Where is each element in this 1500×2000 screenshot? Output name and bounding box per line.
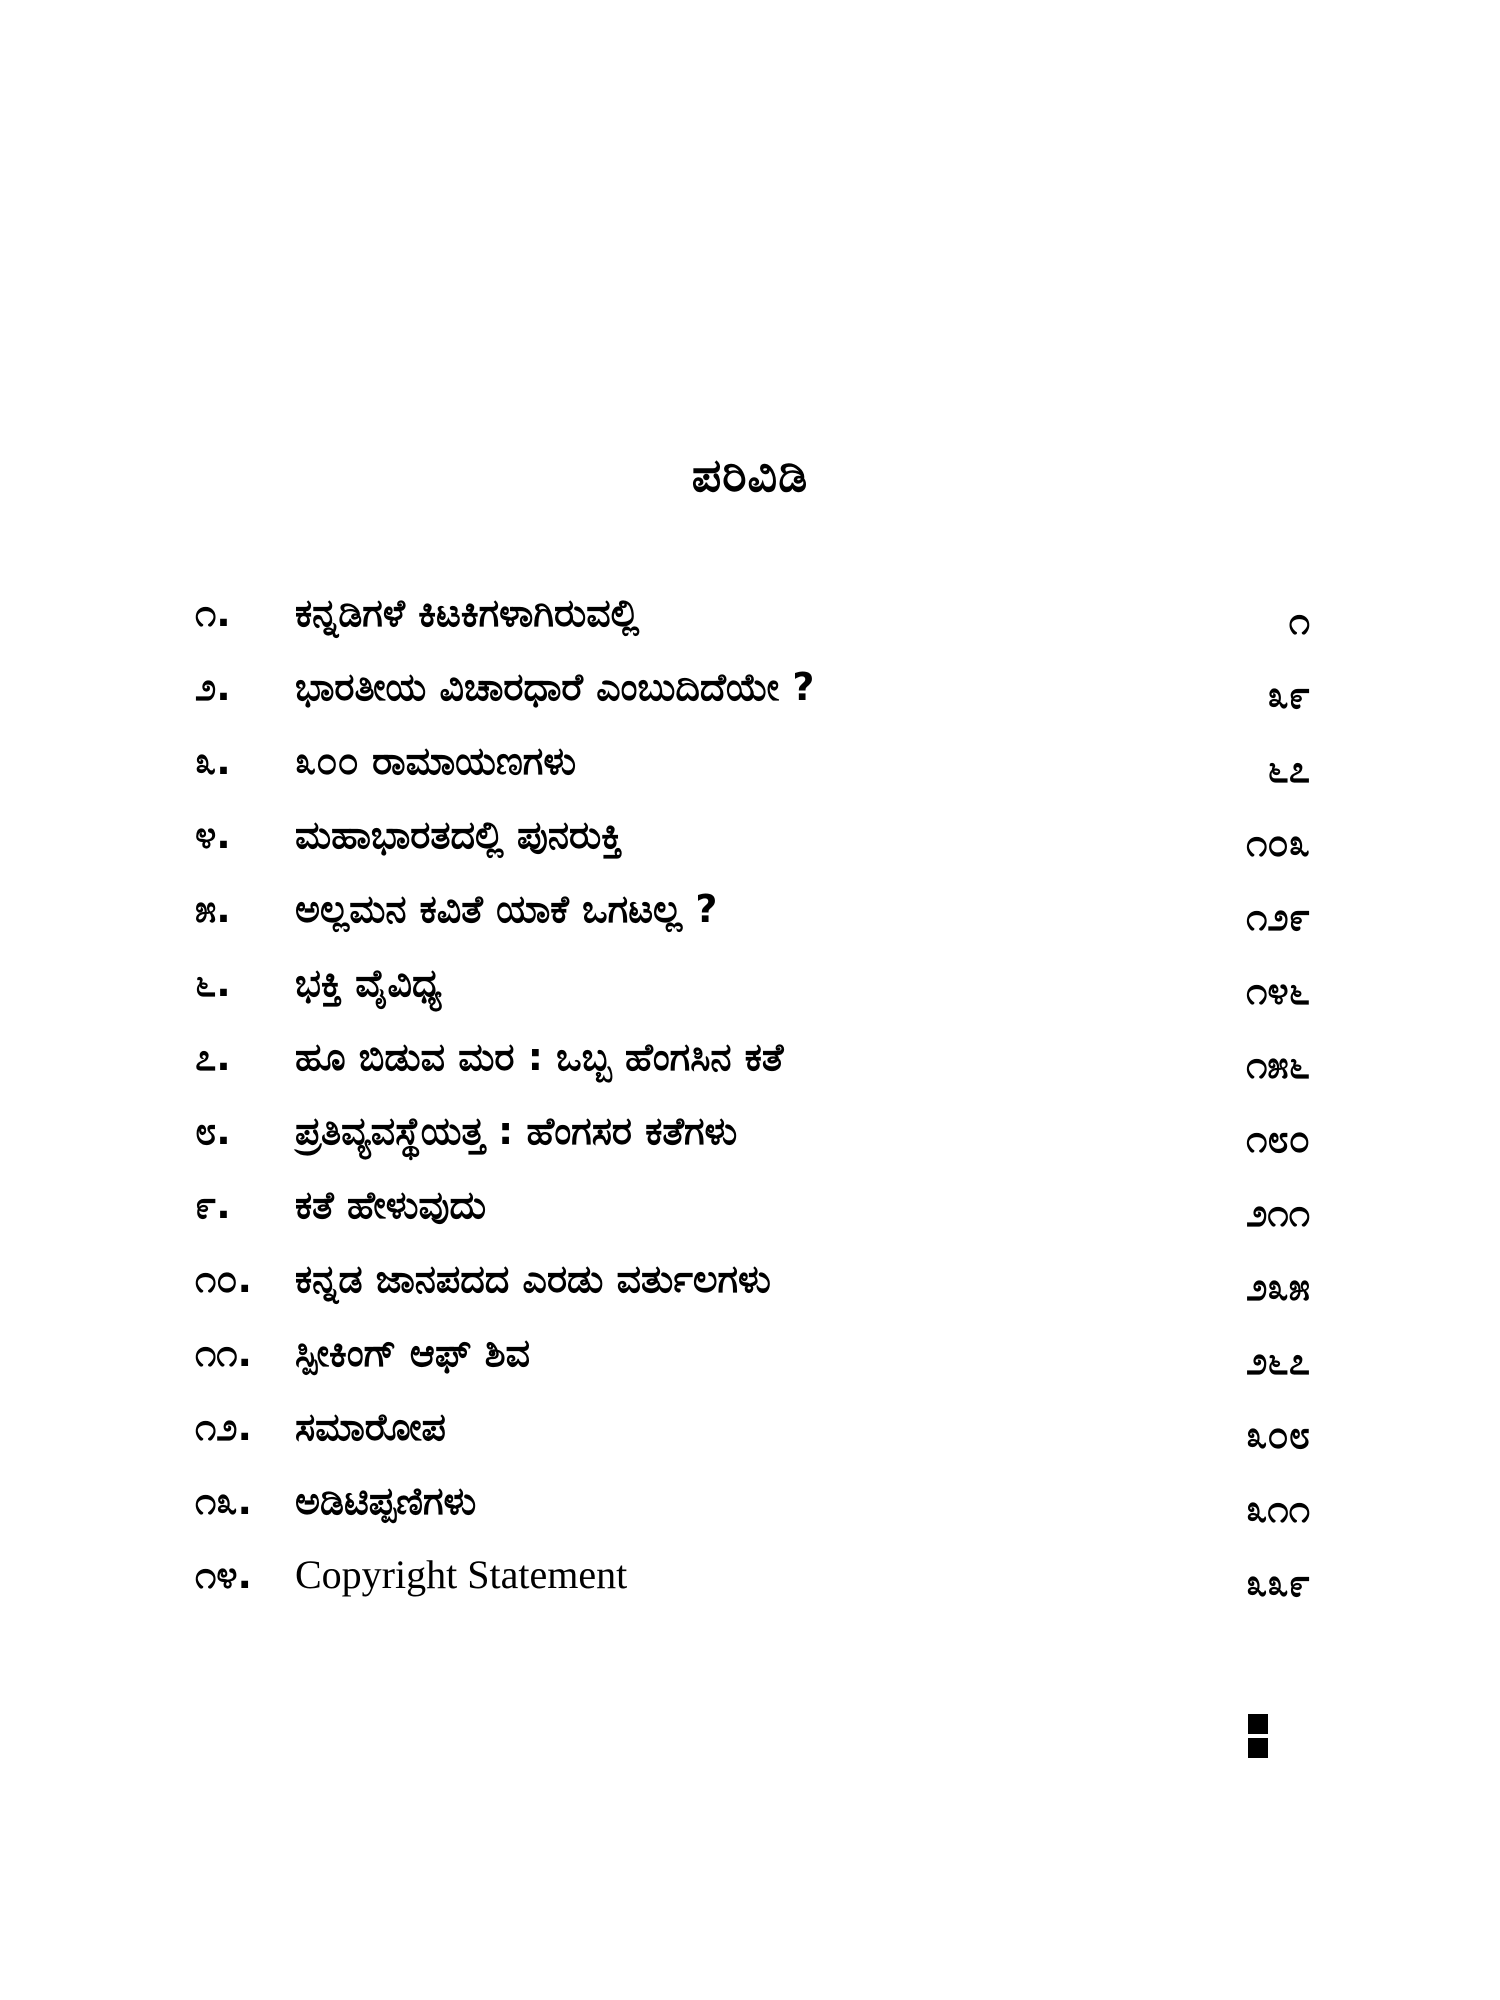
toc-entry-title: ಪ್ರತಿವ್ಯವಸ್ಥೆಯತ್ತ : ಹೆಂಗಸರ ಕತೆಗಳು [295,1109,738,1153]
toc-entry [195,1032,1310,1106]
toc-entry-number: ೧೨. [195,1405,252,1449]
toc-entry-title: ಭಕ್ತಿ ವೈವಿಧ್ಯ [295,961,442,1005]
toc-entry-page: ೨೩೫ [1246,1265,1310,1309]
toc-entry-page: ೬೭ [1267,747,1310,791]
toc-entry-page: ೧೦೩ [1246,821,1310,865]
toc-entry-page: ೩೦೮ [1246,1413,1310,1457]
toc-entry-number: ೧೦. [195,1257,252,1301]
toc-entry-page: ೩೯ [1267,673,1310,717]
toc-entry-number: ೪. [195,813,231,857]
toc-entry-title: ಅಲ್ಲಮನ ಕವಿತೆ ಯಾಕೆ ಒಗಟಲ್ಲ ? [295,887,718,931]
toc-entry [195,1476,1310,1550]
toc-entry-number: ೫. [195,887,231,931]
toc-entry-number: ೧೪. [195,1553,252,1597]
toc-entry-page: ೧೨೯ [1246,895,1310,939]
toc-entry [195,1254,1310,1328]
toc-entry-number: ೮. [195,1109,231,1153]
toc-entry [195,1550,1310,1624]
toc-entry-title: ಕನ್ನಡ ಜಾನಪದದ ಎರಡು ವರ್ತುಲಗಳು [295,1257,771,1301]
toc-entry-number: ೨. [195,665,231,709]
toc-entry-page: ೧೮೦ [1246,1117,1310,1161]
toc-entry-page: ೩೩೯ [1246,1561,1310,1605]
toc-entry-title: ಸಮಾರೋಪ [295,1405,446,1449]
toc-entry-page: ೨೧೧ [1246,1191,1310,1235]
toc-entry [195,588,1310,662]
toc-entry [195,1402,1310,1476]
toc-entry-page: ೧ [1288,599,1310,643]
toc-entry-title: ಹೂ ಬಿಡುವ ಮರ : ಒಬ್ಬ ಹೆಂಗಸಿನ ಕತೆ [295,1035,784,1079]
toc-entry [195,1106,1310,1180]
toc-entry-page: ೩೧೧ [1246,1487,1310,1531]
toc-entry [195,884,1310,958]
toc-entry-title: ಭಾರತೀಯ ವಿಚಾರಧಾರೆ ಎಂಬುದಿದೆಯೇ ? [295,665,815,709]
toc-entry-number: ೩. [195,739,231,783]
end-mark-square-icon [1248,1714,1268,1734]
toc-entry-number: ೧. [195,591,231,635]
table-of-contents [195,588,1310,1624]
end-mark-square-icon [1248,1738,1268,1758]
toc-entry-title: ಅಡಿಟಿಪ್ಪಣಿಗಳು [295,1479,477,1523]
toc-entry-page: ೨೬೭ [1246,1339,1310,1383]
toc-entry [195,736,1310,810]
toc-entry [195,958,1310,1032]
toc-entry-number: ೧೩. [195,1479,252,1523]
toc-entry-title: ಮಹಾಭಾರತದಲ್ಲಿ ಪುನರುಕ್ತಿ [295,813,623,857]
toc-entry-title: ಸ್ಪೀಕಿಂಗ್ ಆಫ್ ಶಿವ [295,1331,530,1375]
toc-entry [195,1328,1310,1402]
toc-entry [195,662,1310,736]
toc-entry-number: ೭. [195,1035,231,1079]
toc-entry-number: ೧೧. [195,1331,252,1375]
toc-entry-title: ೩೦೦ ರಾಮಾಯಣಗಳು [295,739,577,783]
toc-entry-title: ಕತೆ ಹೇಳುವುದು [295,1183,487,1227]
toc-entry-number: ೯. [195,1183,231,1227]
toc-entry [195,810,1310,884]
page-title: ಪರಿವಿಡಿ [691,448,809,502]
toc-entry [195,1180,1310,1254]
toc-entry-number: ೬. [195,961,231,1005]
toc-entry-page: ೧೪೬ [1246,969,1310,1013]
toc-entry-title: Copyright Statement [295,1552,628,1597]
toc-entry-page: ೧೫೬ [1246,1043,1310,1087]
toc-entry-title: ಕನ್ನಡಿಗಳೆ ಕಿಟಕಿಗಳಾಗಿರುವಲ್ಲಿ [295,591,640,635]
end-of-section-mark [1248,1714,1294,1734]
